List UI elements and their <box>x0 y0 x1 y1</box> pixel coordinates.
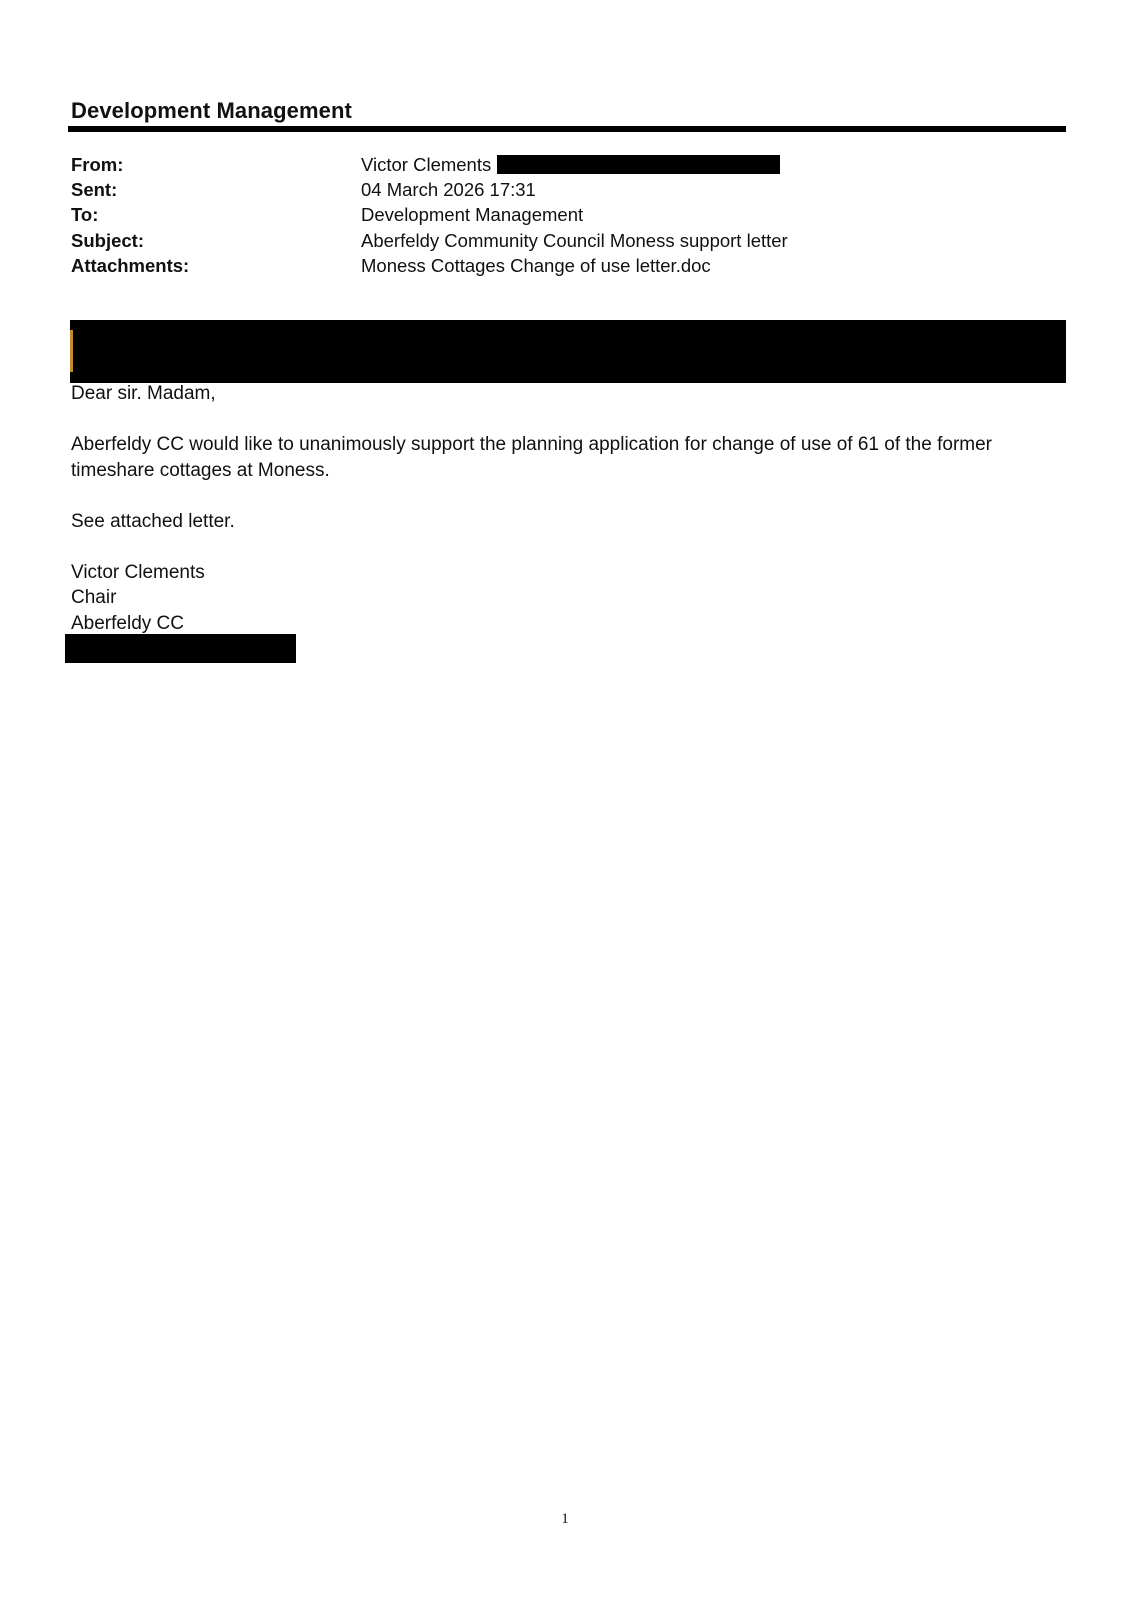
signature-organisation: Aberfeldy CC <box>71 612 184 634</box>
sender-email-redaction <box>497 155 780 174</box>
sent-value: 04 March 2026 17:31 <box>361 179 536 201</box>
title-divider <box>68 126 1066 132</box>
document-title: Development Management <box>71 98 352 123</box>
from-label: From: <box>71 154 124 175</box>
greeting: Dear sir. Madam, <box>71 383 216 404</box>
signature-role: Chair <box>71 587 117 608</box>
signature-block <box>71 560 1071 637</box>
banner-redaction <box>70 320 1066 383</box>
signature-name: Victor Clements <box>71 561 205 583</box>
email-body <box>71 381 1071 636</box>
attachments-label: Attachments: <box>71 254 190 276</box>
from-value <box>361 152 780 177</box>
attachment-note: See attached letter. <box>71 510 235 532</box>
sent-label: Sent: <box>71 179 118 201</box>
to-label: To: <box>71 204 99 226</box>
redaction-edge-mark <box>70 330 73 372</box>
sender-name: Victor Clements <box>361 154 492 175</box>
to-value: Development Management <box>361 204 584 226</box>
subject-label: Subject: <box>71 229 144 251</box>
support-paragraph: Aberfeldy CC would like to unanimously support the planning application for change of use of 61 of the former timeshare cottages at Moness. <box>71 434 992 481</box>
subject-value: Aberfeldy Community Council Moness support letter <box>361 229 788 251</box>
signature-redaction <box>65 634 296 663</box>
attachment-filename: Moness Cottages Change of use letter.doc <box>361 254 711 276</box>
page-number: 1 <box>561 1511 569 1527</box>
